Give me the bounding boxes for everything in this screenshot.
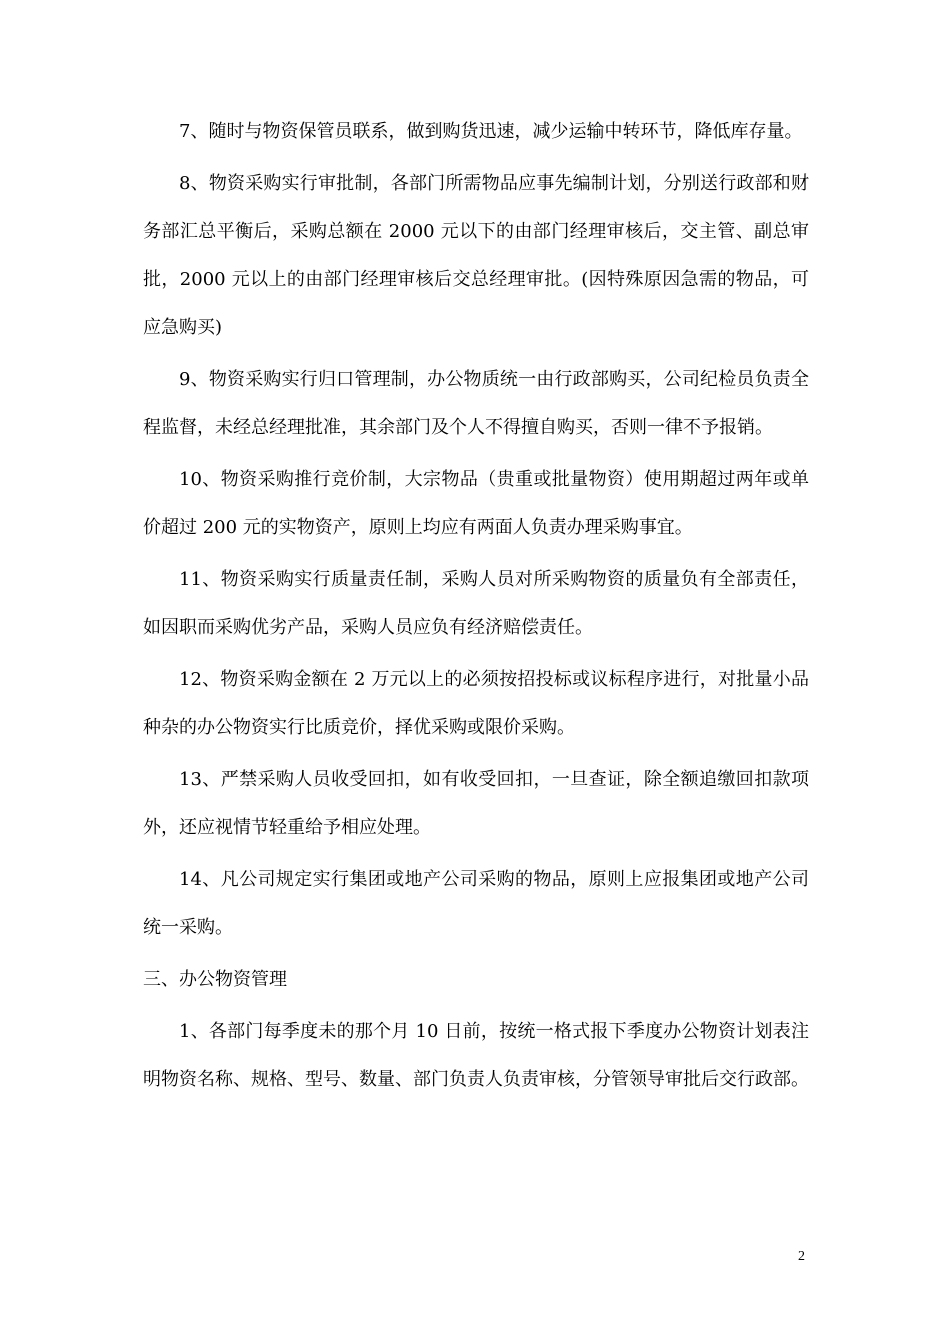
paragraph-item-12: 12、物资采购金额在 2 万元以上的必须按招投标或议标程序进行，对批量小品种杂的办公物资实行比质竞价，择优采购或限价采购。: [143, 669, 809, 738]
page-number: 2: [798, 1249, 805, 1264]
document-body: [143, 108, 809, 1108]
paragraph-item-10: 10、物资采购推行竞价制，大宗物品（贵重或批量物资）使用期超过两年或单价超过 200 元的实物资产，原则上均应有两面人负责办理采购事宜。: [143, 469, 809, 538]
paragraph-item-11: 11、物资采购实行质量责任制，采购人员对所采购物资的质量负有全部责任，如因职而采购优劣产品，采购人员应负有经济赔偿责任。: [143, 569, 809, 638]
paragraph-item-7: 7、随时与物资保管员联系，做到购货迅速，减少运输中转环节，降低库存量。: [179, 121, 803, 142]
paragraph-item-8: 8、物资采购实行审批制，各部门所需物品应事先编制计划，分别送行政部和财务部汇总平衡后，采购总额在 2000 元以下的由部门经理审核后，交主管、副总审批，2000 元以上的由部门经理审核后交总经理审批。(因特殊原因急需的物品，可应急购买): [143, 173, 809, 338]
paragraph-item-14: 14、凡公司规定实行集团或地产公司采购的物品，原则上应报集团或地产公司统一采购。: [143, 869, 809, 938]
paragraph-item-13: 13、严禁采购人员收受回扣，如有收受回扣，一旦查证，除全额追缴回扣款项外，还应视情节轻重给予相应处理。: [143, 769, 809, 838]
paragraph-section3-item-1: 1、各部门每季度未的那个月 10 日前，按统一格式报下季度办公物资计划表注明物资名称、规格、型号、数量、部门负责人负责审核，分管领导审批后交行政部。: [143, 1021, 809, 1090]
paragraph-item-9: 9、物资采购实行归口管理制，办公物质统一由行政部购买，公司纪检员负责全程监督，未经总经理批准，其余部门及个人不得擅自购买，否则一律不予报销。: [143, 369, 809, 438]
section-heading: 三、办公物资管理: [143, 969, 287, 990]
